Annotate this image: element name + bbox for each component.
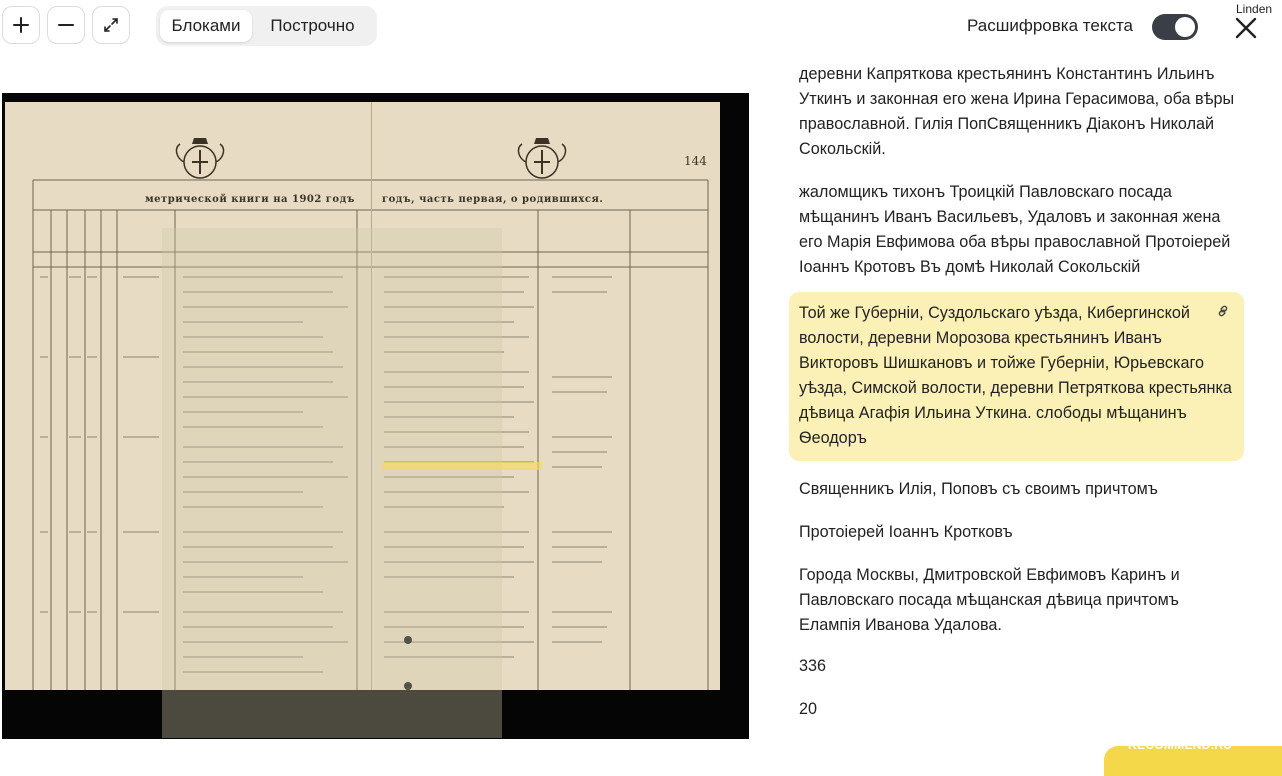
transcription-paragraph[interactable]: Протоіерей Іоаннъ Кротковъ (799, 523, 1013, 541)
highlighted-text: Той же Губерніи, Суздольскаго уѣзда, Кибергинской волости, деревни Морозова крестьянинъ Иванъ Викторовъ Шишкановъ и тойже Губерніи, Юрьевскаго уѣзда, Симской волости, деревни Петряткова крестьянка дѣвица Агафія Ильина Уткина. слободы мѣщанинъ Ѳеодоръ (799, 304, 1232, 447)
transcription-panel (789, 56, 1249, 722)
mode-blocks-tab[interactable]: Блоками (160, 10, 252, 42)
transcription-toggle-label: Расшифровка текста (967, 16, 1134, 35)
transcription-paragraph-highlighted[interactable] (789, 292, 1244, 461)
minus-icon (57, 16, 75, 34)
scan-page-number: 144 (684, 154, 707, 168)
scan-watermark (162, 228, 502, 738)
transcription-paragraph[interactable]: деревни Капряткова крестьянинъ Константинъ Ильинъ Уткинъ и законная его жена Ирина Герасимова, оба вѣры православной. Гилія ПопСвященникъ Діаконъ Николай Сокольскій. (799, 65, 1235, 158)
transcription-paragraph[interactable]: 336 (799, 657, 827, 675)
scan-header-left: метрической книги на 1902 годъ (145, 194, 355, 205)
fullscreen-button[interactable] (92, 6, 130, 44)
transcription-paragraph[interactable]: Священникъ Илія, Поповъ съ своимъ причтомъ (799, 480, 1158, 498)
document-image[interactable] (2, 93, 749, 739)
link-icon[interactable] (1216, 304, 1230, 318)
scan-highlight-mark (382, 462, 542, 470)
close-button[interactable] (1232, 14, 1260, 42)
plus-icon (12, 16, 30, 34)
transcription-paragraph[interactable]: жаломщикъ тихонъ Троицкій Павловскаго посада мѣщанинъ Иванъ Васильевъ, Удаловъ и законная жена его Марія Евфимова оба вѣры православной Протоіерей Іоаннъ Кротовъ Въ домѣ Николай Сокольскій (799, 183, 1231, 276)
recommend-watermark-text: RECOMMEND.RU (1128, 738, 1233, 752)
transcription-toggle[interactable] (1152, 14, 1198, 40)
zoom-in-button[interactable] (2, 6, 40, 44)
mode-lines-tab[interactable]: Построчно (270, 16, 355, 35)
close-icon (1232, 14, 1260, 42)
expand-icon (102, 16, 120, 34)
zoom-out-button[interactable] (47, 6, 85, 44)
toggle-knob (1175, 17, 1195, 37)
user-name: Linden (1236, 2, 1273, 16)
transcription-paragraph[interactable]: 20 (799, 700, 818, 718)
scan-header-right: годъ, часть первая, о родившихся. (382, 194, 604, 205)
view-mode-switch (156, 6, 377, 46)
transcription-paragraph[interactable]: Города Москвы, Дмитровской Евфимовъ Каринъ и Павловскаго посада мѣщанская дѣвица причтомъ Елампія Иванова Удалова. (799, 566, 1180, 634)
